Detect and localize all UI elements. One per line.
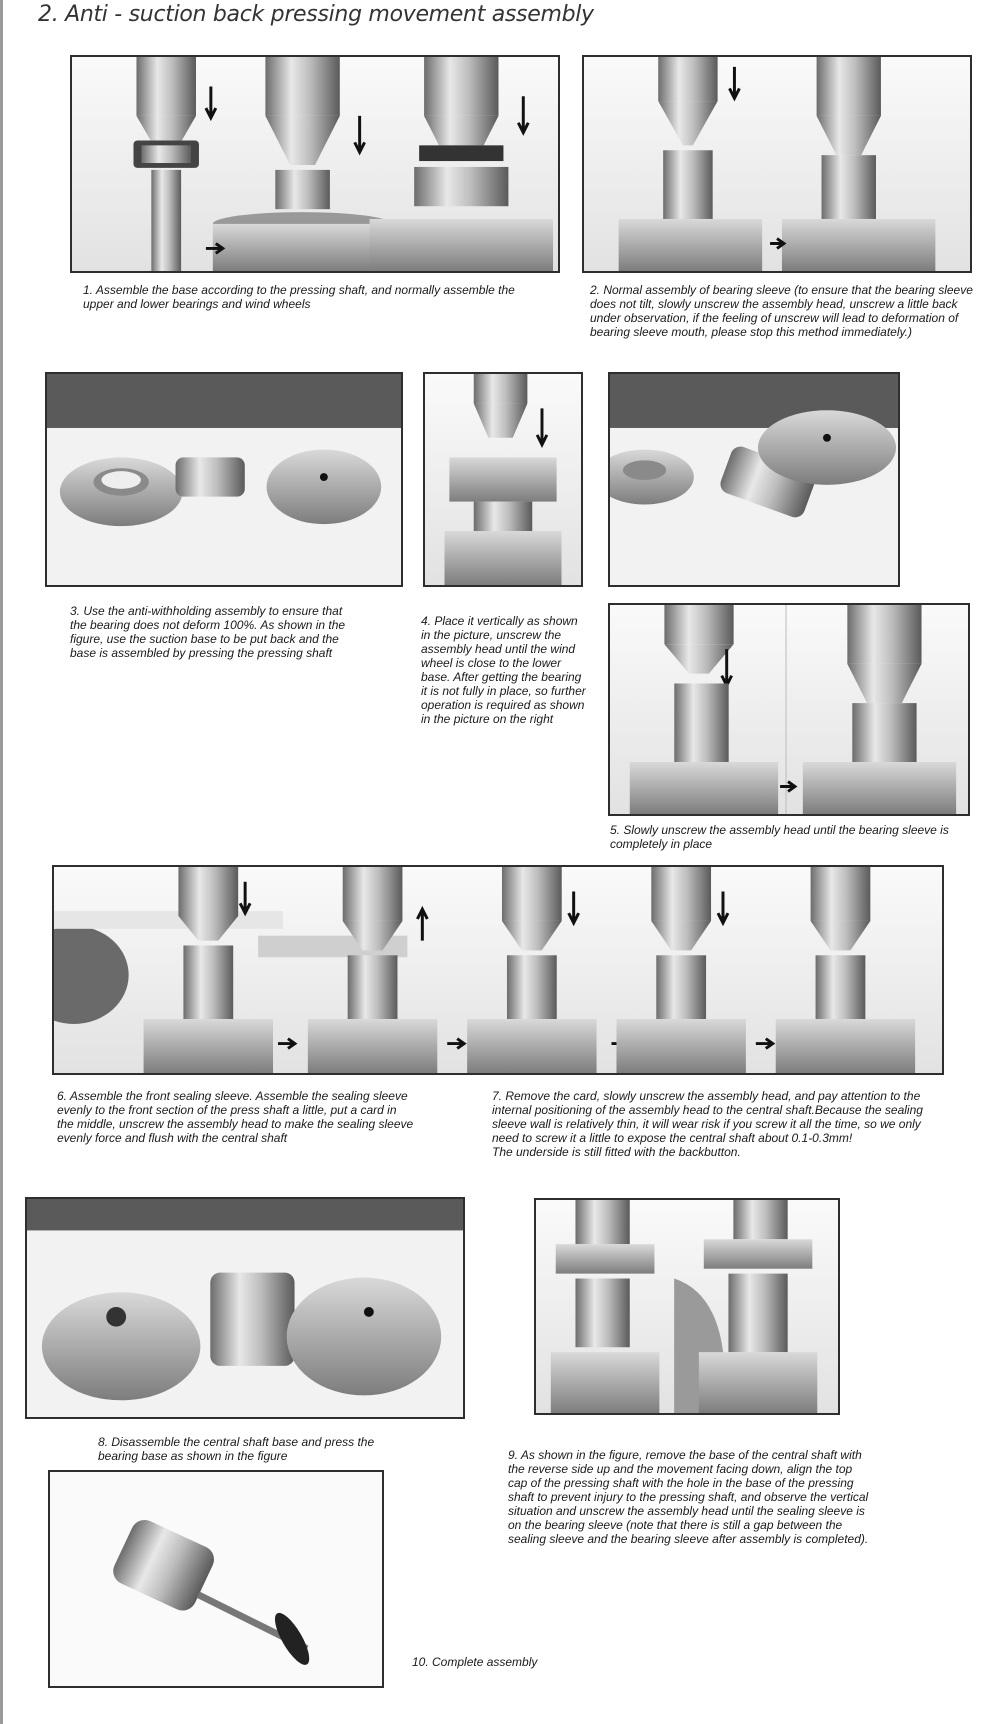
step-6-7-image <box>52 865 944 1075</box>
step-8-caption: 8. Disassemble the central shaft base and press the bearing base as shown in the figure <box>98 1435 375 1463</box>
step-3-caption: 3. Use the anti-withholding assembly to ensure that the bearing does not deform 100%. As shown in the figure, use the suction base to be put back and the base is assembled by pressing the pressing shaft <box>70 604 346 660</box>
step-3-side-image <box>608 372 900 587</box>
step-5-caption: 5. Slowly unscrew the assembly head until the bearing sleeve is completely in place <box>610 823 949 851</box>
step-4-caption: 4. Place it vertically as shown in the picture, unscrew the assembly head until the wind wheel is close to the lower base. After getting the bearing it is not fully in place, so further operation is required as shown in the picture on the right <box>421 614 586 726</box>
step-1-image <box>70 55 560 273</box>
step-9-caption: 9. As shown in the figure, remove the base of the central shaft with the reverse side up and the movement facing down, align the top cap of the pressing shaft with the hole in the base of the pressing shaft to prevent injury to the pressing shaft, and observe the vertical situation and unscrew the assembly head until the sealing sleeve is on the bearing sleeve (note that there is still a gap between the sealing sleeve and the bearing sleeve after assembly is completed). <box>508 1448 869 1546</box>
step-3-image <box>45 372 403 587</box>
step-10-image <box>48 1470 384 1688</box>
step-9-image <box>534 1198 840 1415</box>
step-1-caption: 1. Assemble the base according to the pressing shaft, and normally assemble the upper and lower bearings and wind wheels <box>83 283 515 311</box>
step-5-image <box>608 603 970 816</box>
step-2-caption: 2. Normal assembly of bearing sleeve (to ensure that the bearing sleeve does not tilt, slowly unscrew the assembly head, unscrew a little back under observation, if the feeling of unscrew will lead to deformation of bearing sleeve mouth, please stop this method immediately.) <box>590 283 973 339</box>
step-7-caption: 7. Remove the card, slowly unscrew the assembly head, and pay attention to the internal positioning of the assembly head to the central shaft.Because the sealing sleeve wall is relatively thin, it will wear risk if you screw it all the time, so we only need to screw it a little to expose the central shaft about 0.1-0.3mm! The underside is still fitted with the backbutton. <box>492 1089 923 1159</box>
step-6-caption: 6. Assemble the front sealing sleeve. Assemble the sealing sleeve evenly to the front section of the press shaft a little, put a card in the middle, unscrew the assembly head to make the sealing sleeve evenly force and flush with the central shaft <box>57 1089 414 1145</box>
step-2-image <box>582 55 972 273</box>
step-10-caption: 10. Complete assembly <box>412 1655 538 1669</box>
section-heading: 2. Anti - suction back pressing movement assembly <box>38 2 594 27</box>
page-left-border <box>0 0 3 1724</box>
step-8-image <box>25 1197 465 1419</box>
step-4-image <box>423 372 583 587</box>
